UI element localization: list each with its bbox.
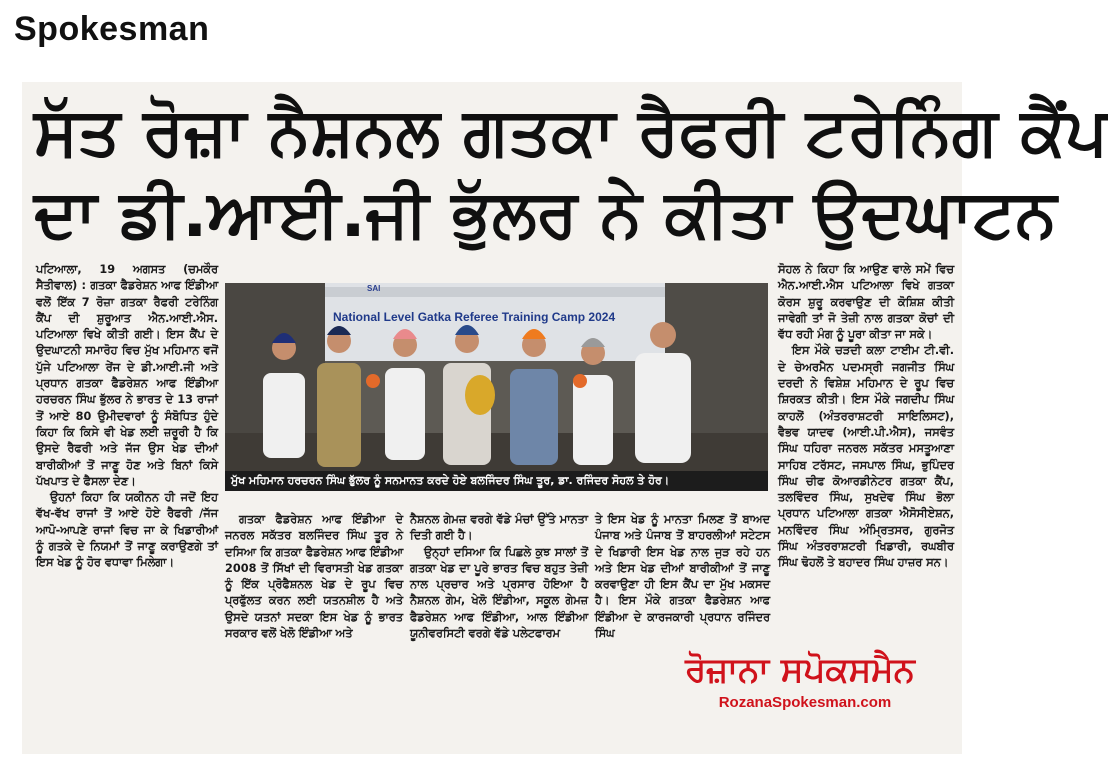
paragraph: ਇਸ ਮੌਕੇ ਚੜਦੀ ਕਲਾ ਟਾਈਮ ਟੀ.ਵੀ. ਦੇ ਚੇਅਰਮੈਨ ਪਦਮਸ੍ਰੀ ਜਗਜੀਤ ਸਿੰਘ ਦਰਦੀ ਨੇ ਵਿਸ਼ੇਸ਼ ਮਹਿਮਾਨ ਦੇ ਰੂਪ ਵਿਚ ਸ਼ਿਰਕਤ ਕੀਤੀ। ਇਸ ਮੌਕੇ ਜਗਦੀਪ ਸਿੰਘ ਕਾਹਲੋਂ (ਅੰਤਰਰਾਸ਼ਟਰੀ ਸਾਇਲਿਸਟ), ਵੈਭਵ ਯਾਦਵ (ਆਈ.ਪੀ.ਐਸ), ਜਸਵੰਤ ਸਿੰਘ ਧਹਿਰਾ ਜਨਰਲ ਸਕੱਤਰ ਮਸਤੂਆਣਾ ਸਾਹਿਬ ਟਰੱਸਟ, ਜਸਪਾਲ ਸਿੰਘ, ਭੁਪਿੰਦਰ ਸਿੰਘ ਚੀਫ ਕੋਆਰਡੀਨੇਟਰ ਗਤਕਾ ਕੈਂਪ, ਤਲਵਿੰਦਰ ਸਿੰਘ, ਸੁਖਦੇਵ ਸਿੰਘ ਭੋਲਾ ਪ੍ਰਧਾਨ ਪਟਿਆਲਾ ਗਤਕਾ ਐਸੋਸੀਏਸ਼ਨ, ਮਨਵਿੰਦਰ ਸਿੰਘ ਅੰਮ੍ਰਿਤਸਰ, ਗੁਰਜੋਤ ਸਿੰਘ ਅੰਤਰਰਾਸ਼ਟਰੀ ਖਿਡਾਰੀ, ਰਘਬੀਰ ਸਿੰਘ ਢੋਹਲੋਂ ਤੇ ਬਹਾਦਰ ਸਿੰਘ ਹਾਜ਼ਰ ਸਨ। [778,344,954,570]
article-column-5 [778,262,954,647]
photo-scene-image [225,283,768,471]
news-photo [225,283,768,471]
brand-url: RozanaSpokesman.com [718,694,892,711]
paragraph: ਤੇ ਇਸ ਖੇਡ ਨੂੰ ਮਾਨਤਾ ਮਿਲਣ ਤੋਂ ਬਾਅਦ ਪੰਜਾਬ ਅਤੇ ਪੰਜਾਬ ਤੋਂ ਬਾਹਰਲੀਆਂ ਸਟੇਟਸ ਦੇ ਖਿਡਾਰੀ ਇਸ ਖੇਡ ਨਾਲ ਜੁੜ ਰਹੇ ਹਨ ਅਤੇ ਇਸ ਖੇਡ ਦੀਆਂ ਬਾਰੀਕੀਆਂ ਤੋਂ ਜਾਣੂ ਕਰਵਾਉਣਾ ਹੀ ਇਸ ਕੈਂਪ ਦਾ ਮੁੱਖ ਮਕਸਦ ਹੈ। ਇਸ ਮੌਕੇ ਗਤਕਾ ਫੈਡਰੇਸ਼ਨ ਆਫ ਇੰਡੀਆ ਦੇ ਕਾਰਜਕਾਰੀ ਪ੍ਰਧਾਨ ਰਜਿੰਦਰ ਸਿੰਘ [595,513,770,641]
paragraph: ਨੈਸ਼ਨਲ ਗੇਮਜ਼ ਵਰਗੇ ਵੱਡੇ ਮੰਚਾਂ ਉੱਤੇ ਮਾਨਤਾ ਦਿਤੀ ਗਈ ਹੈ। [410,513,588,543]
photo-caption: ਮੁੱਖ ਮਹਿਮਾਨ ਹਰਚਰਨ ਸਿੰਘ ਭੁੱਲਰ ਨੂੰ ਸਨਮਾਨਤ ਕਰਦੇ ਹੋਏ ਬਲਜਿੰਦਰ ਸਿੰਘ ਤੂਰ, ਡਾ. ਰਜਿੰਦਰ ਸੋਹਲ ਤੇ ਹੋਰ। [225,471,768,491]
banner-logo: SAI [367,284,381,293]
paragraph: ਸੋਹਲ ਨੇ ਕਿਹਾ ਕਿ ਆਉਣ ਵਾਲੇ ਸਮੇਂ ਵਿਚ ਐਨ.ਆਈ.ਐਸ ਪਟਿਆਲਾ ਵਿਖੇ ਗਤਕਾ ਕੋਰਸ ਸ਼ੁਰੂ ਕਰਵਾਉਣ ਦੀ ਕੋਸ਼ਿਸ਼ ਕੀਤੀ ਜਾਵੇਗੀ ਤਾਂ ਜੋ ਤੇਜ਼ੀ ਨਾਲ ਗਤਕਾ ਕੋਚਾਂ ਦੀ ਵੱਧ ਰਹੀ ਮੰਗ ਨੂੰ ਪੂਰਾ ਕੀਤਾ ਜਾ ਸਕੇ। [778,263,954,342]
headline-line-1: ਸੱਤ ਰੋਜ਼ਾ ਨੈਸ਼ਨਲ ਗਤਕਾ ਰੈਫਰੀ ਟਰੇਨਿੰਗ ਕੈਂਪ [34,93,1108,170]
article-column-4 [595,512,770,648]
article-column-1 [36,262,218,647]
banner-text: National Level Gatka Referee Training Camp 2024 [333,310,616,324]
headline-line-2: ਦਾ ਡੀ.ਆਈ.ਜੀ ਭੁੱਲਰ ਨੇ ਕੀਤਾ ਉਦਘਾਟਨ [34,175,1057,252]
paragraph: ਗਤਕਾ ਫੈਡਰੇਸ਼ਨ ਆਫ ਇੰਡੀਆ ਦੇ ਜਨਰਲ ਸਕੱਤਰ ਬਲਜਿੰਦਰ ਸਿੰਘ ਤੂਰ ਨੇ ਦਸਿਆ ਕਿ ਗਤਕਾ ਫੈਡਰੇਸ਼ਨ ਆਫ ਇੰਡੀਆ 2008 ਤੋਂ ਸਿੱਖਾਂ ਦੀ ਵਿਰਾਸਤੀ ਖੇਡ ਗਤਕਾ ਨੂੰ ਇੱਕ ਪ੍ਰੋਫੈਸ਼ਨਲ ਖੇਡ ਦੇ ਰੂਪ ਵਿਚ ਪ੍ਰਫੁੱਲਤ ਕਰਨ ਲਈ ਯਤਨਸ਼ੀਲ ਹੈ ਅਤੇ ਉਸਦੇ ਯਤਨਾਂ ਸਦਕਾ ਇਸ ਖੇਡ ਨੂੰ ਭਾਰਤ ਸਰਕਾਰ ਵਲੋਂ ਖੇਲੋ ਇੰਡੀਆ ਅਤੇ [225,513,403,641]
brand-logo: ਰੋਜ਼ਾਨਾ ਸਪੋਕਸਮੈਨ [685,650,915,690]
article-column-2 [225,512,403,648]
source-label: Spokesman [14,10,210,48]
paragraph: ਉਹਨਾਂ ਕਿਹਾ ਕਿ ਯਕੀਨਨ ਹੀ ਜਦੋਂ ਇਹ ਵੱਖ-ਵੱਖ ਰਾਜਾਂ ਤੋਂ ਆਏ ਹੋਏ ਰੈਫਰੀ /ਜੱਜ ਆਪੋ-ਆਪਣੇ ਰਾਜਾਂ ਵਿਚ ਜਾ ਕੇ ਖਿਡਾਰੀਆਂ ਨੂੰ ਗਤਕੇ ਦੇ ਨਿਯਮਾਂ ਤੋਂ ਜਾਣੂ ਕਰਾਉਣਗੇ ਤਾਂ ਇਸ ਖੇਡ ਨੂੰ ਹੋਰ ਵਧਾਵਾ ਮਿਲੇਗਾ। [36,491,218,570]
article-column-3 [410,512,588,648]
paragraph: ਉਨ੍ਹਾਂ ਦਸਿਆ ਕਿ ਪਿਛਲੇ ਕੁਝ ਸਾਲਾਂ ਤੋਂ ਗਤਕਾ ਖੇਡ ਦਾ ਪੂਰੇ ਭਾਰਤ ਵਿਚ ਬਹੁਤ ਤੇਜ਼ੀ ਨਾਲ ਪ੍ਰਚਾਰ ਅਤੇ ਪ੍ਰਸਾਰ ਹੋਇਆ ਹੈ ਨੈਸ਼ਨਲ ਗੇਮ, ਖੇਲੋ ਇੰਡੀਆ, ਸਕੂਲ ਗੇਮਜ਼ ਫੈਡਰੇਸ਼ਨ ਆਫ ਇੰਡੀਆ, ਆਲ ਇੰਡੀਆ ਯੂਨੀਵਰਸਿਟੀ ਵਰਗੇ ਵੱਡੇ ਪਲੇਟਫਾਰਮ [410,545,588,641]
paragraph: ਪਟਿਆਲਾ, 19 ਅਗਸਤ (ਚਮਕੌਰ ਸੈਤੀਵਾਲ) : ਗਤਕਾ ਫੈਡਰੇਸ਼ਨ ਆਫ ਇੰਡੀਆ ਵਲੋਂ ਇੱਕ 7 ਰੋਜ਼ਾ ਗਤਕਾ ਰੈਫਰੀ ਟਰੇਨਿੰਗ ਕੈਂਪ ਦੀ ਸ਼ੁਰੂਆਤ ਐਨ.ਆਈ.ਐਸ. ਪਟਿਆਲਾ ਵਿਖੇ ਕੀਤੀ ਗਈ। ਇਸ ਕੈਂਪ ਦੇ ਉਦਘਾਟਨੀ ਸਮਾਰੋਹ ਵਿਚ ਮੁੱਖ ਮਹਿਮਾਨ ਵਜੋਂ ਪੁੱਜੇ ਪਟਿਆਲਾ ਰੇਂਜ ਦੇ ਡੀ.ਆਈ.ਜੀ ਅਤੇ ਪ੍ਰਧਾਨ ਗਤਕਾ ਫੈਡਰੇਸ਼ਨ ਆਫ ਇੰਡੀਆ ਹਰਚਰਨ ਸਿੰਘ ਭੁੱਲਰ ਨੇ ਭਾਰਤ ਦੇ 13 ਰਾਜਾਂ ਤੋਂ ਆਏ 80 ਉਮੀਦਵਾਰਾਂ ਨੂੰ ਸੰਬੋਧਿਤ ਹੁੰਦੇ ਕਿਹਾ ਕਿ ਕਿਸੇ ਵੀ ਖੇਡ ਲਈ ਜ਼ਰੂਰੀ ਹੈ ਕਿ ਉਸਦੇ ਰੈਫਰੀ ਅਤੇ ਜੱਜ ਉਸ ਖੇਡ ਦੀਆਂ ਬਾਰੀਕੀਆਂ ਤੋਂ ਜਾਣੂ ਹੋਣ ਅਤੇ ਬਿਨਾਂ ਕਿਸੇ ਪੱਖਪਾਤ ਦੇ ਫੈਸਲਾ ਦੇਣ। [36,263,218,488]
